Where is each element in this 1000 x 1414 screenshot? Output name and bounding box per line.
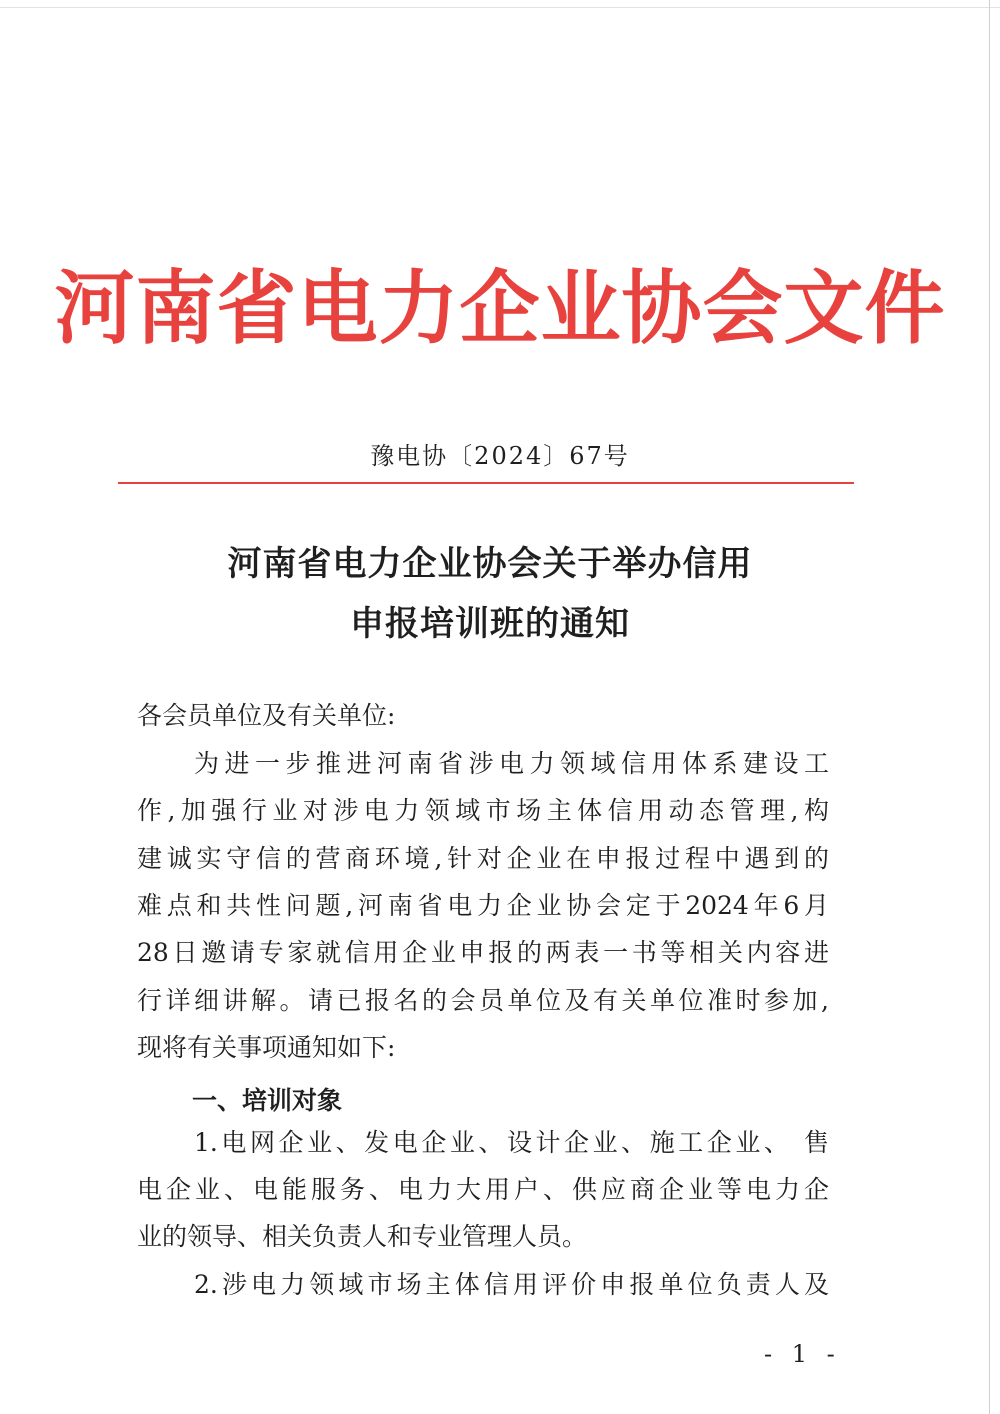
red-divider-line bbox=[118, 482, 854, 484]
masthead-title: 河南省电力企业协会文件 bbox=[54, 261, 946, 355]
notice-title-line-1: 河南省电力企业协会关于举办信用 bbox=[227, 544, 753, 584]
body-line: 业的领导、相关负责人和专业管理人员。 bbox=[137, 1222, 588, 1251]
scan-edge-right bbox=[989, 0, 990, 1414]
document-number: 豫电协〔2024〕67号 bbox=[370, 442, 630, 470]
scan-edge-top bbox=[0, 7, 1000, 8]
body-line: 电企业、电能服务、电力大用户、供应商企业等电力企 bbox=[137, 1175, 829, 1204]
body-line: 建诚实守信的营商环境,针对企业在申报过程中遇到的 bbox=[137, 844, 829, 873]
salutation: 各会员单位及有关单位: bbox=[137, 701, 396, 730]
notice-title-line-2: 申报培训班的通知 bbox=[350, 604, 630, 644]
section-heading: 一、培训对象 bbox=[192, 1086, 343, 1115]
body-line: 难点和共性问题,河南省电力企业协会定于2024年6月 bbox=[137, 891, 829, 920]
page-number: - 1 - bbox=[764, 1340, 841, 1368]
body-line: 1.电网企业、发电企业、设计企业、施工企业、 售 bbox=[194, 1128, 829, 1157]
body-line: 现将有关事项通知如下: bbox=[137, 1033, 396, 1062]
body-line: 28日邀请专家就信用企业申报的两表一书等相关内容进 bbox=[137, 938, 829, 967]
body-line: 作,加强行业对涉电力领域市场主体信用动态管理,构 bbox=[137, 796, 829, 825]
body-line: 2.涉电力领域市场主体信用评价申报单位负责人及 bbox=[194, 1270, 829, 1299]
body-line: 为进一步推进河南省涉电力领域信用体系建设工 bbox=[194, 749, 829, 778]
body-line: 行详细讲解。请已报名的会员单位及有关单位准时参加, bbox=[137, 986, 829, 1015]
